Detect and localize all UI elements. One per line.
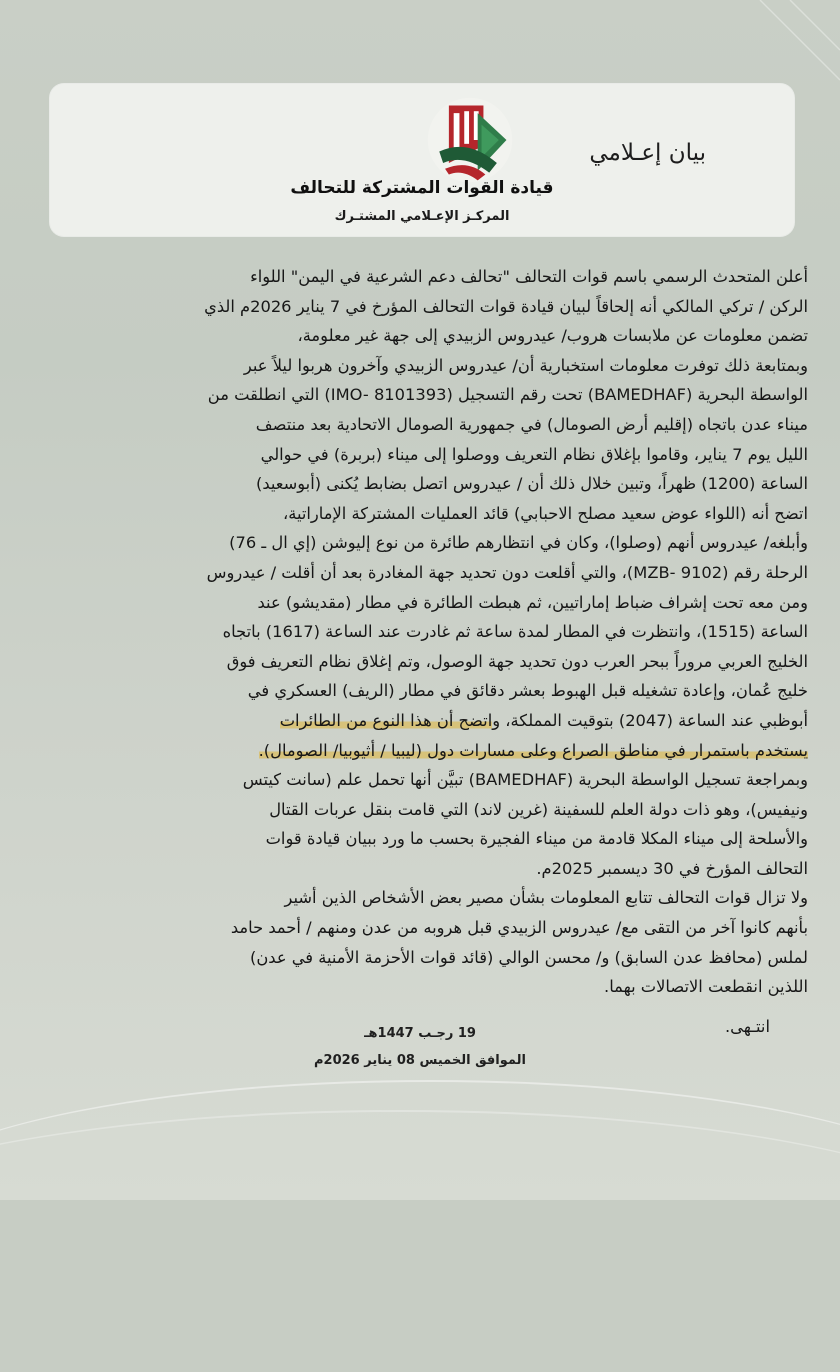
body-line: ولا تزال قوات التحالف تتابع المعلومات بشأن مصير بعض الأشخاص الذين أشير bbox=[284, 888, 808, 908]
statement-body bbox=[48, 262, 808, 1041]
body-line-with-highlight bbox=[48, 706, 808, 736]
statement-ending: انتـهى. bbox=[725, 1016, 770, 1036]
body-line: اللذين انقطعت الاتصالات بهما. bbox=[604, 977, 808, 997]
body-line: الساعة (1515)، وانتظرت في المطار لمدة ساعة ثم غادرت عند الساعة (1617) باتجاه bbox=[222, 622, 808, 642]
body-text-segment: أبوظبي عند الساعة (2047) بتوقيت المملكة، و bbox=[492, 710, 808, 730]
body-line: التحالف المؤرخ في 30 ديسمبر 2025م. bbox=[536, 858, 808, 878]
date-block bbox=[0, 1020, 840, 1074]
organization-name: قيادة القوات المشتركة للتحالف bbox=[290, 178, 554, 198]
header-card bbox=[50, 84, 794, 236]
highlighted-text: اتضح أن هذا النوع من الطائرات bbox=[279, 710, 493, 730]
body-line: الليل يوم 7 يناير، وقاموا بإغلاق نظام التعريف ووصلوا إلى ميناء (بربرة) في حوالي bbox=[260, 444, 808, 464]
body-line: ميناء عدن باتجاه (إقليم أرض الصومال) في جمهورية الصومال الاتحادية بعد منتصف bbox=[255, 414, 808, 434]
body-line: خليج عُمان، وإعادة تشغيله قبل الهبوط بعشر دقائق في مطار (الريف) العسكري في bbox=[247, 681, 808, 701]
organization-subtitle: المركـز الإعـلامي المشتـرك bbox=[334, 209, 510, 224]
body-line-with-highlight bbox=[48, 736, 808, 766]
body-line: الرحلة رقم (MZB- 9102)، والتي أقلعت دون تحديد جهة المغادرة بعد أن أقلت / عيدروس bbox=[206, 562, 808, 582]
gregorian-date: الموافق الخميس 08 يناير 2026م bbox=[314, 1053, 526, 1068]
highlighted-text: يستخدم باستمرار في مناطق الصراع وعلى مسارات دول (ليبيا / أثيوبيا/ الصومال). bbox=[258, 740, 808, 760]
body-line: وبمتابعة ذلك توفرت معلومات استخبارية أن/ عيدروس الزبيدي وآخرون هربوا ليلاً عبر bbox=[243, 355, 808, 375]
coalition-logo bbox=[422, 92, 518, 188]
body-line: الركن / تركي المالكي أنه إلحاقاً لبيان قيادة قوات التحالف المؤرخ في 7 يناير 2026م الذي bbox=[204, 296, 808, 316]
body-line: تضمن معلومات عن ملابسات هروب/ عيدروس الزبيدي إلى جهة غير معلومة، bbox=[297, 326, 808, 346]
body-line: الخليج العربي مروراً ببحر العرب دون تحديد جهة الوصول، وتم إغلاق نظام التعريف فوق bbox=[226, 651, 808, 671]
press-release-title: بيان إعـلامي bbox=[589, 140, 706, 166]
body-line: اتضح أنه (اللواء عوض سعيد مصلح الاحبابي) قائد العمليات المشتركة الإماراتية، bbox=[282, 503, 808, 523]
body-line: الواسطة البحرية (BAMEDHAF) تحت رقم التسجيل (IMO- 8101393) التي انطلقت من bbox=[207, 385, 808, 405]
hijri-date: 19 رجـب 1447هـ bbox=[364, 1026, 476, 1041]
decorative-swoosh bbox=[0, 1110, 840, 1372]
body-line: ومن معه تحت إشراف ضباط إماراتيين، ثم هبطت الطائرة في مطار (مقديشو) عند bbox=[257, 592, 808, 612]
body-line: أعلن المتحدث الرسمي باسم قوات التحالف "تحالف دعم الشرعية في اليمن" اللواء bbox=[250, 267, 808, 286]
body-line: ونيفيس)، وهو ذات دولة العلم للسفينة (غرين لاند) التي قامت بنقل عربات القتال bbox=[269, 799, 808, 819]
body-line: بأنهم كانوا آخر من التقى مع/ عيدروس الزبيدي قبل هروبه من عدن ومنهم / أحمد حامد bbox=[230, 918, 808, 938]
body-line: الساعة (1200) ظهراً، وتبين خلال ذلك أن / عيدروس اتصل بضابط يُكنى (أبوسعيد) bbox=[255, 474, 808, 494]
body-line: وبمراجعة تسجيل الواسطة البحرية (BAMEDHAF) تبيَّن أنها تحمل علم (سانت كيتس bbox=[242, 770, 808, 790]
body-line: والأسلحة إلى ميناء المكلا قادمة من ميناء الفجيرة بحسب ما ورد ببيان قيادة قوات bbox=[265, 829, 808, 849]
body-line: وأبلغه/ عيدروس أنهم (وصلوا)، وكان في انتظارهم طائرة من نوع إليوشن (إي ال ـ 76) bbox=[229, 533, 808, 553]
body-line: لملس (محافظ عدن السابق) و/ محسن الوالي (قائد قوات الأحزمة الأمنية في عدن) bbox=[249, 947, 808, 967]
